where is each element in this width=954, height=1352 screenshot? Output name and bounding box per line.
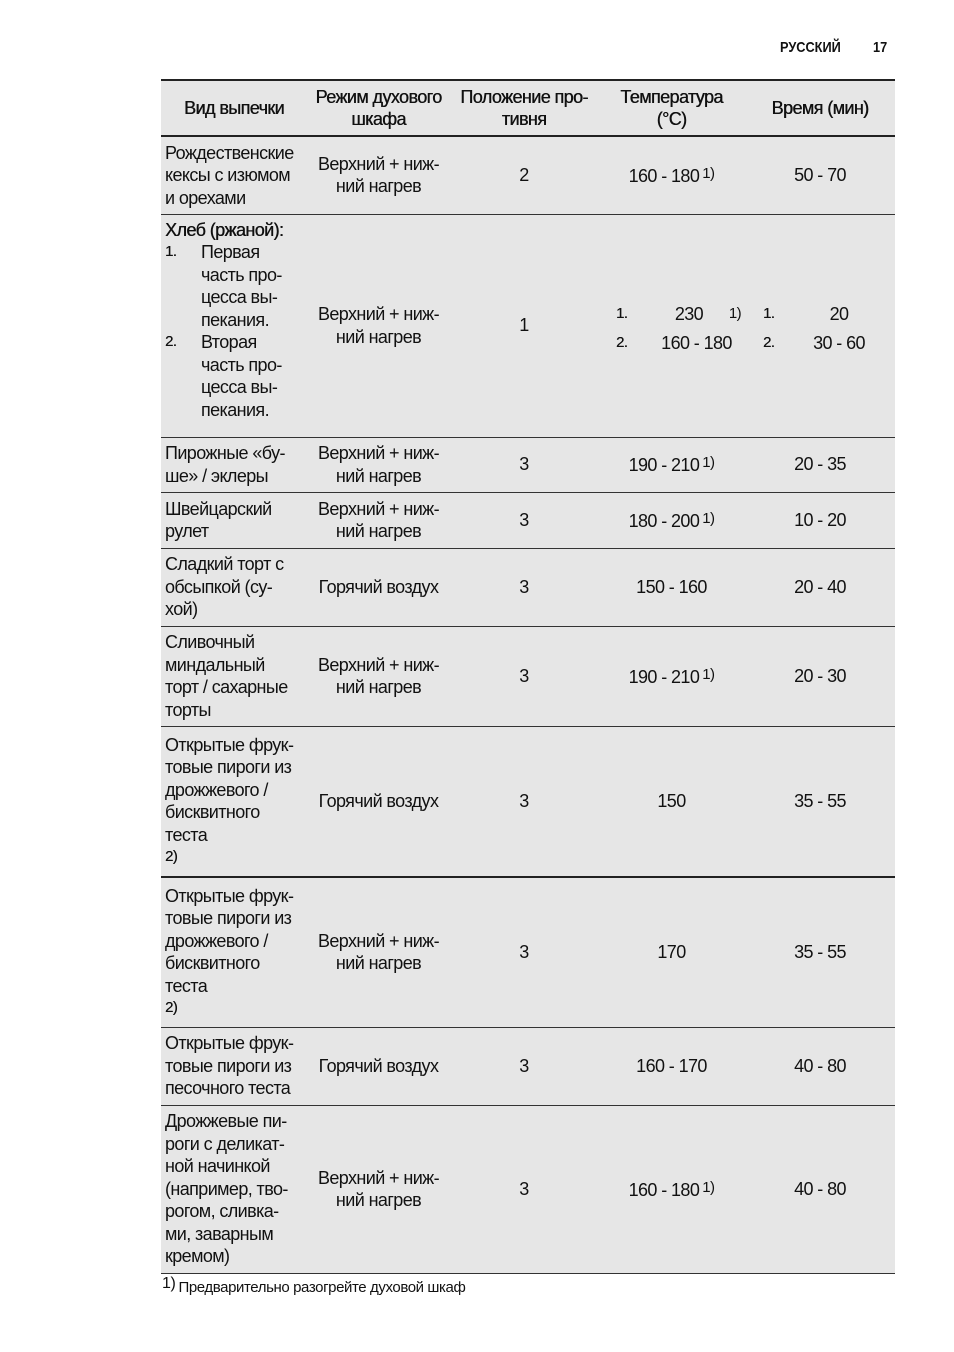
cell-baking-type [161, 136, 307, 214]
cell-baking-type [161, 214, 307, 437]
footnote [162, 1275, 465, 1296]
baking-type: Сладкий торт с обсыпкой (су- хой) [165, 554, 284, 620]
shelf-position: 3 [519, 791, 529, 811]
baking-type: Открытые фрук- товые пироги из дрожжевого / бисквитного теста [165, 885, 294, 996]
temperature: 190 - 210 [628, 455, 700, 476]
time: 40 - 80 [794, 1178, 846, 1199]
cell-shelf-position [450, 626, 598, 726]
footnote-ref: 1) [702, 509, 715, 527]
cell-temperature [598, 1027, 745, 1105]
cell-oven-mode [307, 1027, 450, 1105]
cell-shelf-position [450, 726, 598, 877]
cell-time [745, 492, 895, 548]
cell-time [745, 437, 895, 492]
oven-mode: Верхний + ниж- ний нагрев [317, 654, 440, 697]
footnote-ref: 1) [702, 665, 715, 683]
header-col-oven-mode: Режим духового шкафа [307, 80, 450, 136]
cell-shelf-position [450, 136, 598, 214]
oven-mode: Горячий воздух [318, 576, 439, 597]
footnote-ref: 1) [702, 165, 715, 182]
shelf-position: 1 [519, 315, 529, 336]
temperature: 160 - 180 [628, 1179, 700, 1200]
cell-temperature [598, 214, 745, 437]
time: 10 - 20 [794, 509, 846, 530]
oven-mode: Верхний + ниж- ний нагрев [317, 153, 440, 197]
baking-type: Открытые фрук- товые пироги из дрожжевого / бисквитного теста [165, 734, 294, 845]
temperature: 160 - 180 [628, 166, 700, 186]
baking-type: Швейцарский рулет [165, 498, 272, 541]
baking-type: Пирожные «бу- ше» / эклеры [165, 443, 285, 486]
header-col-time: Время (мин) [745, 80, 895, 136]
cell-shelf-position [450, 492, 598, 548]
oven-mode: Верхний + ниж- ний нагрев [317, 304, 440, 347]
footnote-ref: 2) [165, 999, 178, 1017]
cell-shelf-position [450, 437, 598, 492]
cell-shelf-position [450, 1027, 598, 1105]
footnote-ref: 2) [165, 848, 178, 866]
cell-temperature [598, 492, 745, 548]
oven-mode: Верхний + ниж- ний нагрев [317, 443, 440, 486]
table-row [161, 548, 895, 626]
footnote-ref: 1) [702, 1178, 715, 1196]
cell-baking-type [161, 877, 307, 1027]
cell-temperature [598, 548, 745, 626]
cell-temperature [598, 136, 745, 214]
temperature: 170 [657, 942, 686, 962]
cell-oven-mode [307, 214, 450, 437]
time: 20 - 30 [794, 665, 846, 686]
list-item: 1. 20 [763, 304, 849, 324]
time: 35 - 55 [794, 942, 846, 962]
table-row [161, 1105, 895, 1273]
language-header: РУССКИЙ [780, 39, 841, 56]
oven-mode: Верхний + ниж- ний нагрев [317, 930, 440, 974]
temperature: 150 - 160 [636, 576, 707, 597]
table-row [161, 214, 895, 437]
temperature: 160 - 170 [636, 1055, 707, 1076]
time: 20 - 35 [794, 454, 846, 475]
cell-baking-type [161, 626, 307, 726]
cell-oven-mode [307, 437, 450, 492]
table-row [161, 726, 895, 877]
cell-time [745, 548, 895, 626]
baking-type: Дрожжевые пи- роги с деликат- ной начинкой (например, тво- рогом, сливка- ми, заварным кремом) [165, 1111, 288, 1267]
cell-baking-type [161, 492, 307, 548]
list-item: 2. 30 - 60 [763, 332, 865, 353]
cell-shelf-position [450, 214, 598, 437]
cell-time [745, 136, 895, 214]
cell-time [745, 877, 895, 1027]
oven-mode: Верхний + ниж- ний нагрев [317, 1167, 440, 1210]
table-row [161, 1027, 895, 1105]
baking-type: Рождественские кексы с изюмом и орехами [165, 142, 294, 208]
cell-time [745, 214, 895, 437]
cell-oven-mode [307, 1105, 450, 1273]
table-row [161, 136, 895, 214]
header-col-baking-type: Вид выпечки [161, 80, 307, 136]
table-row [161, 492, 895, 548]
cell-time [745, 726, 895, 877]
list-item: 1. Первая часть про- цесса вы- пекания. [165, 242, 282, 330]
cell-temperature [598, 1105, 745, 1273]
cell-oven-mode [307, 877, 450, 1027]
shelf-position: 3 [519, 665, 529, 686]
temperature: 180 - 200 [628, 510, 700, 531]
baking-type: Сливочный миндальный торт / сахарные торты [165, 632, 288, 720]
temperature: 190 - 210 [628, 666, 700, 687]
cell-oven-mode [307, 548, 450, 626]
cell-baking-type [161, 1027, 307, 1105]
cell-shelf-position [450, 877, 598, 1027]
baking-type: Открытые фрук- товые пироги из песочного теста [165, 1033, 294, 1099]
shelf-position: 3 [519, 454, 529, 475]
table-row [161, 626, 895, 726]
oven-mode: Горячий воздух [318, 1055, 439, 1076]
time: 50 - 70 [794, 165, 846, 185]
cell-shelf-position [450, 1105, 598, 1273]
cell-time [745, 1105, 895, 1273]
shelf-position: 3 [519, 1055, 529, 1076]
cell-oven-mode [307, 726, 450, 877]
baking-table [161, 79, 895, 1274]
cell-temperature [598, 437, 745, 492]
cell-oven-mode [307, 136, 450, 214]
cell-baking-type [161, 548, 307, 626]
header-col-shelf-position: Положение про- тивня [450, 80, 598, 136]
shelf-position: 3 [519, 942, 529, 962]
footnote-marker: 1) [162, 1275, 176, 1292]
list-item: 2. Вторая часть про- цесса вы- пекания. [165, 332, 282, 420]
cell-baking-type [161, 437, 307, 492]
cell-oven-mode [307, 492, 450, 548]
footnote-text: Предварительно разогрейте духовой шкаф [178, 1279, 466, 1296]
table-header [161, 80, 895, 136]
cell-shelf-position [450, 548, 598, 626]
cell-baking-type [161, 726, 307, 877]
bread-title: Хлеб (ржаной): [165, 219, 284, 240]
oven-mode: Горячий воздух [318, 791, 439, 811]
page-number: 17 [873, 39, 888, 56]
oven-mode: Верхний + ниж- ний нагрев [317, 498, 440, 541]
table-row [161, 437, 895, 492]
cell-time [745, 626, 895, 726]
shelf-position: 3 [519, 509, 529, 530]
temperature: 150 [657, 791, 686, 811]
cell-oven-mode [307, 626, 450, 726]
list-item: 1. 230 1) [616, 304, 741, 324]
time: 35 - 55 [794, 791, 846, 811]
cell-baking-type [161, 1105, 307, 1273]
shelf-position: 3 [519, 1178, 529, 1199]
time: 20 - 40 [794, 576, 846, 597]
time: 40 - 80 [794, 1055, 846, 1076]
shelf-position: 2 [519, 165, 529, 185]
cell-temperature [598, 726, 745, 877]
cell-time [745, 1027, 895, 1105]
table-row [161, 877, 895, 1027]
list-item: 2. 160 - 180 [616, 332, 732, 353]
cell-temperature [598, 626, 745, 726]
shelf-position: 3 [519, 576, 529, 597]
cell-temperature [598, 877, 745, 1027]
footnote-ref: 1) [702, 454, 715, 472]
header-col-temperature: Температура (°C) [598, 80, 745, 136]
